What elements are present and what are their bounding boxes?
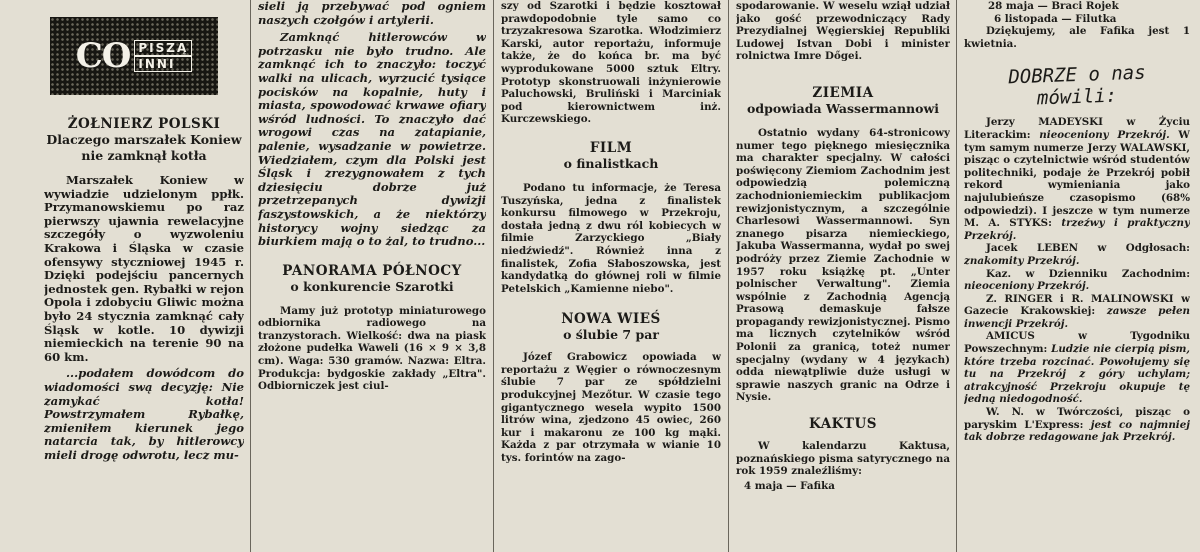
quote-continued: sieli ją przebywać pod ogniem naszych czołgów i artylerii. [258,0,486,27]
column-3 [501,0,721,552]
article-headline: o finalistkach [563,155,659,171]
calendar-entry: 4 maja — Fafika [744,479,835,492]
article-quote: ...podałem dowódcom do wiadomości swą decyzję: Nie zamykać kotła! Powstrzymałem Rybałkę, zmieniłem kierunek jego natarcia tak, by hitlerowcy mieli drogę odwrotu, lecz mu- [44,366,244,462]
section-title: ZIEMIA [812,84,874,101]
quote-paragraph: Zamknąć hitlerowców w potrzasku nie było trudno. Ale zamknąć ich to znaczyło: toczyć walki na ulicach, wyrzucić tysiące pocisków na kopalnie, huty i miasta, spowodować krwawe ofiary wśród ludności. To znaczyło dać wrogowi czas na zatapianie, palenie, wysadzanie w powietrze. Wiedziałem, czym dla Polski jest Śląsk i zrezygnowałem z tych dziesięciu dobrze już przetrzepanych dywizji faszystowskich, a że niektórzy historycy wojny siedząc za biurkiem mają o to żal, to trudno... [258,30,486,249]
section-title: PANORAMA PÓŁNOCY [282,262,462,279]
logo-big-text: CO [75,36,131,76]
review-quote [964,116,1190,242]
logo-top-text: PISZĄ [134,40,192,56]
article-paragraph: spodarowanie. W weselu wziął udział jako gość przewodniczący Rady Prezydialnej Węgierskiej Republiki Ludowej Istvan Dobi i minister rolnictwa Imre Dőgei. [736,0,950,63]
article-paragraph: Mamy już prototyp miniaturowego odbiornika radiowego na tranzystorach. Wielkość: dwa na piask złożone pudełka Waweli (16 × 9 × 3,8 cm). Waga: 530 gramów. Nazwa: Eltra. Produkcja: bydgoskie zakłady „Eltra". Odbiorniczek jest ciul- [258,304,486,393]
review-quote [964,406,1190,444]
article-headline: Dlaczego marszałek Koniew [46,132,242,147]
handwritten-line-1: DOBRZE o nas [1008,61,1146,89]
section-title: KAKTUS [809,416,877,433]
quote-source: Jerzy MADEYSKI w Życiu Literackim: [964,116,1190,141]
logo-side [134,40,192,72]
quote-text: trzeźwy i praktyczny Przekrój. [964,217,1190,242]
column-2 [258,0,486,552]
section-title: FILM [589,139,633,156]
quote-source: Jacek LEBEN w Odgłosach: [986,242,1190,255]
section-title: NOWA WIEŚ [561,311,661,328]
review-quote [964,293,1190,331]
quote-source: AMICUS w Tygodniku Powszechnym: [964,330,1190,356]
review-quote [964,268,1190,293]
handwritten-line-2: mówili: [1036,84,1118,110]
section-title: ŻOŁNIERZ POLSKI [67,116,221,132]
handwritten-heading [964,61,1190,110]
quote-text: nieoceniony Przekrój. [1039,128,1170,141]
article-paragraph: Ostatnio wydany 64-stronicowy numer tego pięknego miesięcznika ma charakter specjalny. W całości poświęcony Ziemiom Zachodnim jest odpowiedzią polemiczną zachodnioniemieckim publikacjom rewizjonistycznym, a szczególnie Charlesowi Wassermannowi. Syn znanego pisarza niemieckiego, Jakuba Wassermanna, wydał po swej podróży przez Ziemie Zachodnie w 1957 roku książkę pt. „Unter polnischer Verwaltung". Ziemia wspólnie z Zachodnią Agencją Prasową demaskuje fałsze propagandy rewizjonistycznej. Pismo ma licznych czytelników wśród Polonii za granicą, toteż numer specjalny (wydany w 4 językach) odda niewątpliwie duże usługi w sprawie naszych granic na Odrze i Nysie. [736,126,950,404]
quote-source: Z. RINGER i R. MALINOWSKI w Gazecie Krakowskiej: [964,292,1190,318]
column-rule [493,0,494,552]
logo-bottom-text: INNI [134,56,192,72]
review-quote [964,242,1190,267]
article-paragraph: Podano tu informacje, że Teresa Tuszyńska, jedna z finalistek konkursu filmowego w Przekroju, dostała jedną z dwu ról kobiecych w filmie Zarzyckiego „Biały niedźwiedź". Również inna z finalistek, Zofia Słaboszowska, jest kandydatką do głównej roli w filmie Petelskich „Kamienne niebo". [501,181,721,295]
column-rule [250,0,251,552]
column-rule [728,0,729,552]
quote-text: Ludzie nie cierpią pism, które trzeba rozcinać. Powołujemy się tu na Przekrój z góry uchylam; atrakcyjność Przekroju okupuje tę jedną niedogodność. [964,343,1190,406]
article-paragraph: Józef Grabowicz opowiada w reportażu z Węgier o równoczesnym ślubie 7 par ze spółdzielni produkcyjnej Mezőtur. W czasie tego gigantycznego wesela wypito 1500 litrów wina, zjedzono 45 owiec, 260 kur i makaronu ze 100 kg mąki. Każda z par otrzymała w wianie 10 tys. forintów na zago- [501,351,721,465]
article-headline: o konkurencie Szarotki [290,278,454,294]
quote-text: nieoceniony Przekrój. [964,280,1090,293]
article-paragraph: Dziękujemy, ale Fafika jest 1 kwietnia. [964,25,1190,50]
article-paragraph: Marszałek Koniew w wywiadzie udzielonym ppłk. Przymanowskiemu po raz pierwszy ujawnia rewelacyjne szczegóły o wyzwoleniu Krakowa i Śląska w czasie ofensywy styczniowej 1945 r. Dzięki podejściu pancernych jednostek gen. Rybałki w rejon Opola i zdobyciu Gliwic można było 24 stycznia zamknąć cały Śląsk w kotle. 10 dywizji niemieckich na terenie 90 na 60 km. [44,173,244,364]
calendar-entry: 6 listopada — Filutka [994,12,1117,25]
quote-source: Kaz. w Dzienniku Zachodnim: [986,267,1190,280]
article-headline: o ślubie 7 par [563,327,659,343]
article-headline: odpowiada Wassermannowi [747,100,939,116]
article-headline-line2: nie zamknął kotła [81,148,207,163]
quote-text: zawsze pełen inwencji Przekrój. [964,305,1190,330]
article-paragraph: szy od Szarotki i będzie kosztował prawdopodobnie tyle samo co trzyzakresowa Szarotka. Włodzimierz Karski, autor reportażu, informuje także, że do końca br. ma być wyprodukowane 5000 sztuk Eltry. Prototyp skonstruowali inżynierowie Paluchowski, Bruliński i Marciniak pod kierownictwem inż. Kurczewskiego. [501,0,721,126]
quote-source: W. N. w Twórczości, pisząc o paryskim L'Express: [964,406,1190,431]
column-5 [964,0,1190,552]
column-rule [956,0,957,552]
article-paragraph: W kalendarzu Kaktusa, poznańskiego pisma satyrycznego na rok 1959 znaleźliśmy: [736,440,950,478]
quote-text: znakomity Przekrój. [964,254,1080,267]
column-4 [736,0,950,552]
quote-source: W tym samym numerze Jerzy WALAWSKI, pisząc o czytelnictwie wśród studentów politechniki, podaje że Przekrój pobił rekord wymieniania jako najulubieńsze czasopismo (68% odpowiedzi). I jeszcze w tym numerze M. A. STYKS: [964,128,1190,230]
column-1 [44,0,244,552]
co-pisza-inni-logo [50,17,218,95]
quote-text: jest co najmniej tak dobrze redagowane jak Przekrój. [964,418,1190,444]
review-quote [964,330,1190,406]
calendar-entry: 28 maja — Braci Rojek [988,0,1119,12]
